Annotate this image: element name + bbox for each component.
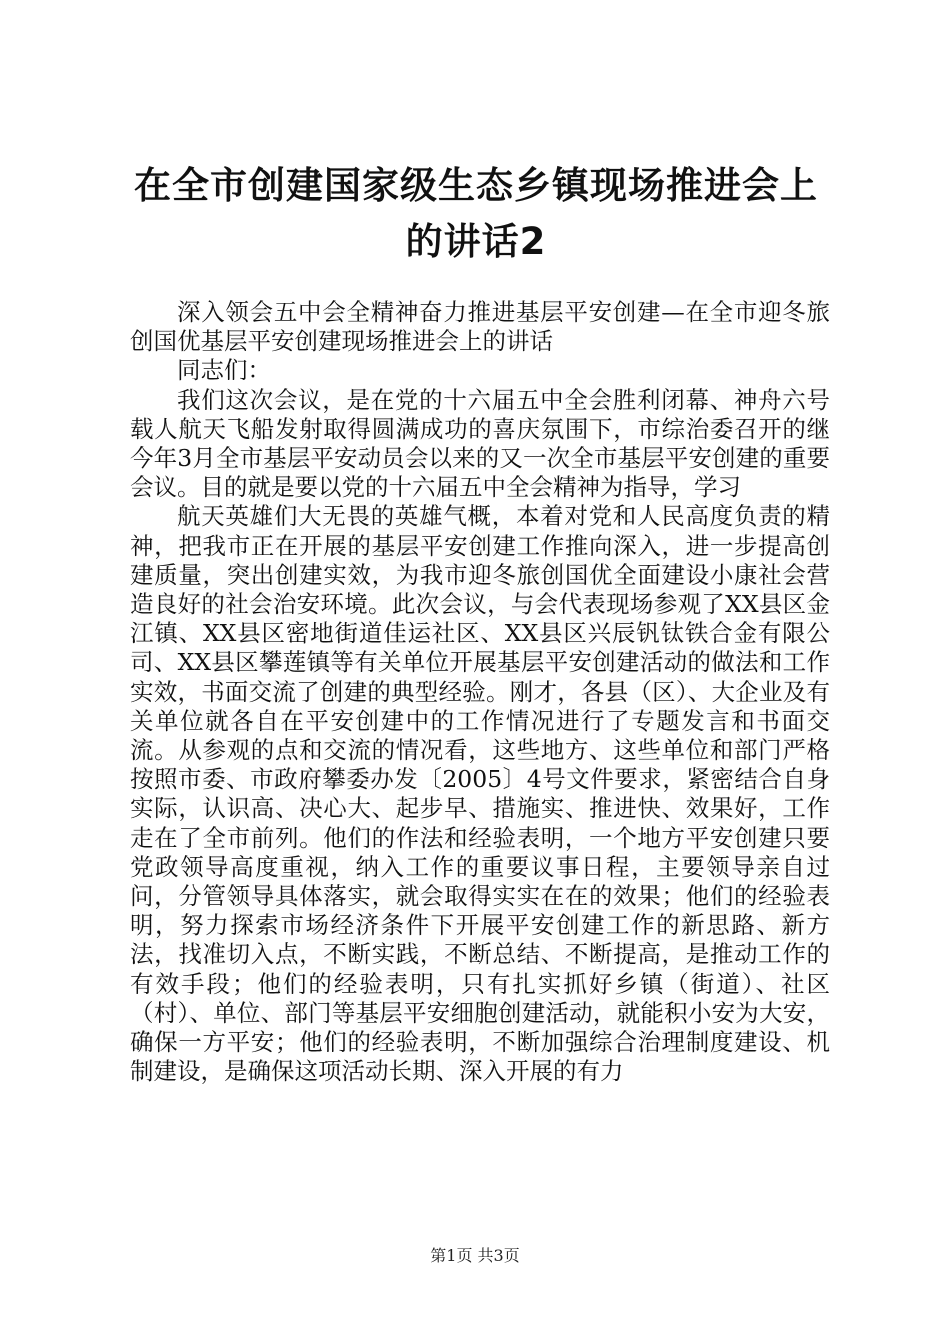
salutation-paragraph: 同志们： <box>177 356 271 385</box>
body-paragraph: 航天英雄们大无畏的英雄气概，本着对党和人民高度负责的精神，把我市正在开展的基层平安创建工作推向深入，进一步提高创建质量，突出创建实效，为我市迎冬旅创国优全面建设小康社会营造良好的社会治安环境。此次会议，与会代表现场参观了XX县区金江镇、XX县区密地街道佳运社区、XX县区兴辰钒钛铁合金有限公司、XX县区攀莲镇等有关单位开展基层平安创建活动的做法和工作实效，书面交流了创建的典型经验。刚才，各县（区）、大企业及有关单位就各自在平安创建中的工作情况进行了专题发言和书面交流。从参观的点和交流的情况看，这些地方、这些单位和部门严格按照市委、市政府攀委办发〔2005〕4号文件要求，紧密结合自身实际，认识高、决心大、起步早、措施实、推进快、效果好，工作走在了全市前列。他们的作法和经验表明，一个地方平安创建只要党政领导高度重视，纳入工作的重要议事日程，主要领导亲自过问，分管领导具体落实，就会取得实实在在的效果；他们的经验表明，努力探索市场经济条件下开展平安创建工作的新思路、新方法，找准切入点，不断实践，不断总结、不断提高，是推动工作的有效手段；他们的经验表明，只有扎实抓好乡镇（街道）、社区（村）、单位、部门等基层平安细胞创建活动，就能积小安为大安，确保一方平安；他们的经验表明，不断加强综合治理制度建设、机制建设，是确保这项活动长期、深入开展的有力 <box>130 502 830 1086</box>
subtitle-paragraph: 深入领会五中会全精神奋力推进基层平安创建—在全市迎冬旅创国优基层平安创建现场推进会上的讲话 <box>130 298 830 356</box>
body-paragraph: 我们这次会议，是在党的十六届五中全会胜利闭幕、神舟六号载人航天飞船发射取得圆满成功的喜庆氛围下，市综治委召开的继今年3月全市基层平安动员会以来的又一次全市基层平安创建的重要会议。目的就是要以党的十六届五中全会精神为指导，学习 <box>130 385 830 502</box>
document-title: 在全市创建国家级生态乡镇现场推进会上的讲话2 <box>134 164 818 263</box>
document-body <box>130 298 830 1086</box>
page-number-footer: 第1页 共3页 <box>430 1246 520 1265</box>
